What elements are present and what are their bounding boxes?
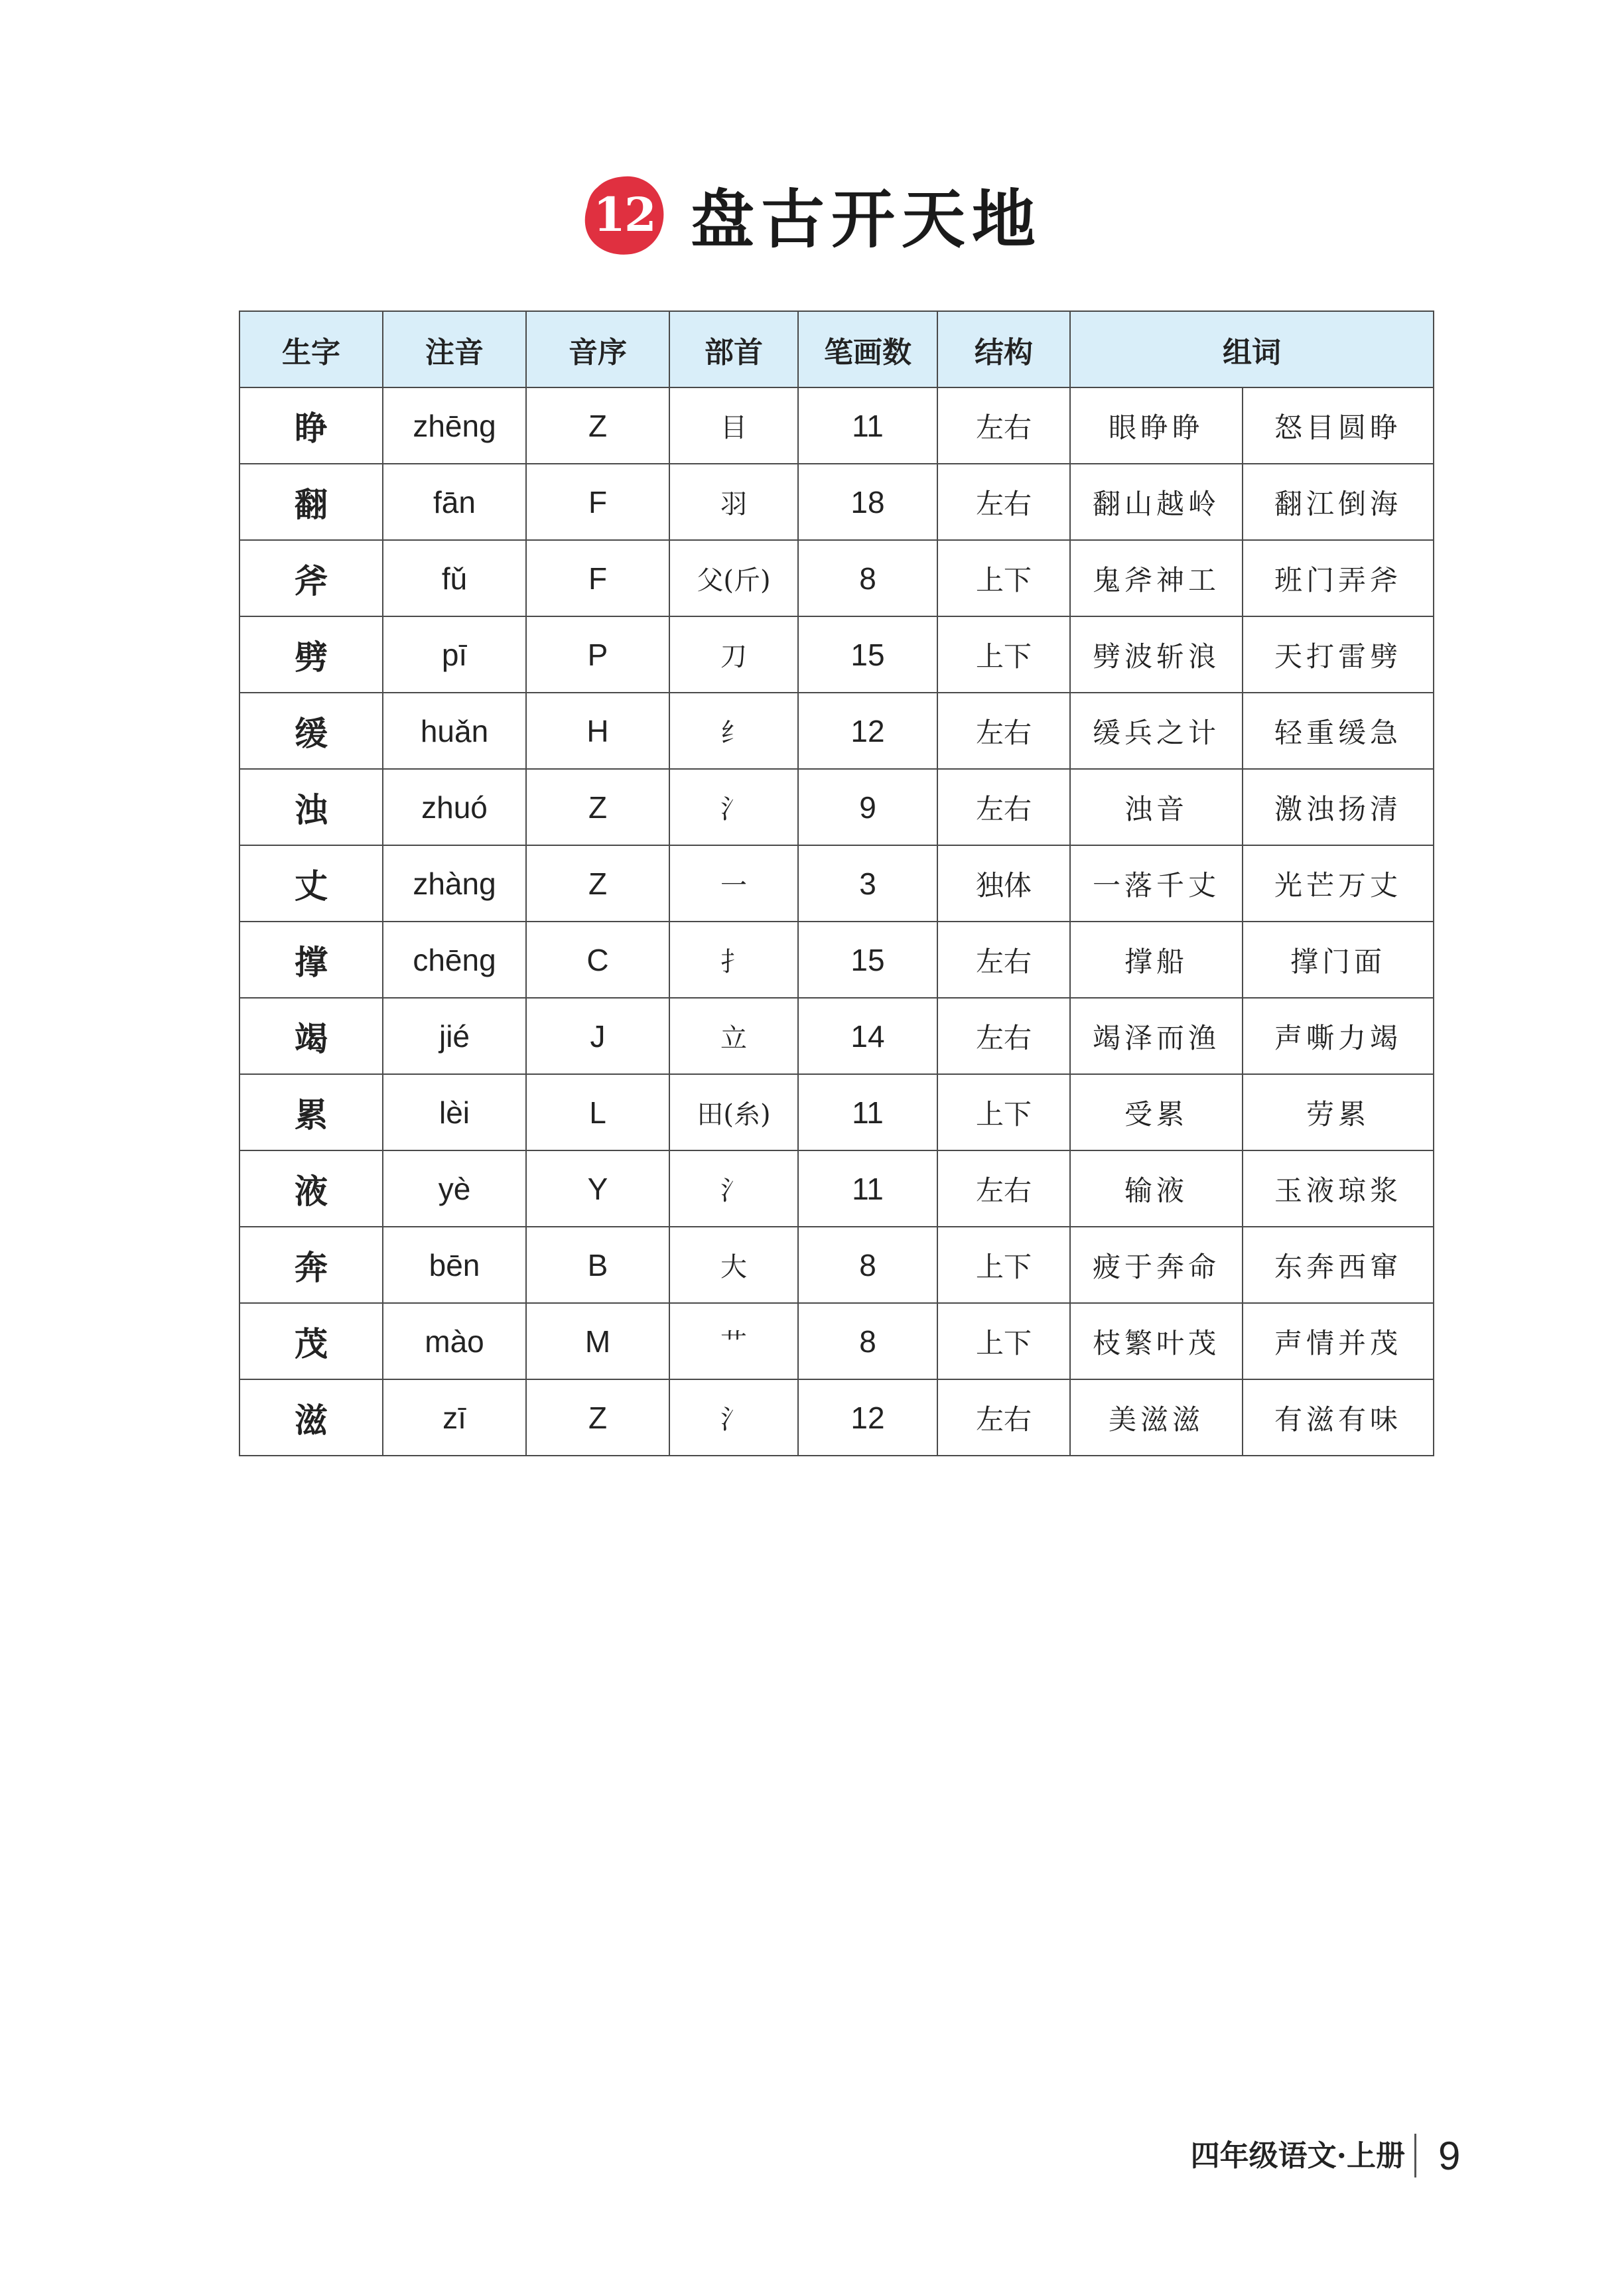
- cell-order: J: [526, 998, 669, 1074]
- cell-pinyin: pī: [383, 616, 526, 693]
- cell-order: F: [526, 540, 669, 616]
- table-row: [239, 998, 1434, 1074]
- cell-order: B: [526, 1227, 669, 1303]
- table-row: [239, 616, 1434, 693]
- cell-strokes: 15: [798, 616, 937, 693]
- cell-order: Z: [526, 387, 669, 464]
- cell-word: 东奔西窜: [1243, 1227, 1434, 1303]
- cell-structure: 左右: [937, 769, 1070, 845]
- cell-char: 斧: [239, 540, 383, 616]
- cell-strokes: 11: [798, 1074, 937, 1150]
- cell-char: 茂: [239, 1303, 383, 1379]
- table-row: [239, 769, 1434, 845]
- cell-order: Y: [526, 1150, 669, 1227]
- cell-structure: 左右: [937, 922, 1070, 998]
- cell-word: 浊音: [1070, 769, 1243, 845]
- cell-structure: 左右: [937, 693, 1070, 769]
- cell-radical: 大: [669, 1227, 798, 1303]
- cell-order: P: [526, 616, 669, 693]
- cell-pinyin: yè: [383, 1150, 526, 1227]
- cell-char: 竭: [239, 998, 383, 1074]
- cell-structure: 独体: [937, 845, 1070, 922]
- cell-word: 班门弄斧: [1243, 540, 1434, 616]
- cell-pinyin: mào: [383, 1303, 526, 1379]
- cell-word: 劈波斩浪: [1070, 616, 1243, 693]
- cell-structure: 上下: [937, 616, 1070, 693]
- cell-structure: 上下: [937, 1303, 1070, 1379]
- cell-char: 累: [239, 1074, 383, 1150]
- cell-word: 受累: [1070, 1074, 1243, 1150]
- cell-order: F: [526, 464, 669, 540]
- cell-word: 天打雷劈: [1243, 616, 1434, 693]
- table-row: [239, 540, 1434, 616]
- cell-word: 有滋有味: [1243, 1379, 1434, 1456]
- cell-strokes: 8: [798, 1303, 937, 1379]
- cell-word: 一落千丈: [1070, 845, 1243, 922]
- cell-pinyin: chēng: [383, 922, 526, 998]
- cell-radical: 艹: [669, 1303, 798, 1379]
- cell-pinyin: zhuó: [383, 769, 526, 845]
- cell-word: 鬼斧神工: [1070, 540, 1243, 616]
- cell-strokes: 14: [798, 998, 937, 1074]
- vocabulary-table: [239, 311, 1434, 1456]
- cell-strokes: 8: [798, 540, 937, 616]
- cell-word: 翻山越岭: [1070, 464, 1243, 540]
- cell-pinyin: lèi: [383, 1074, 526, 1150]
- lesson-number-badge: [582, 173, 667, 257]
- cell-pinyin: fǔ: [383, 540, 526, 616]
- cell-word: 撑船: [1070, 922, 1243, 998]
- cell-word: 疲于奔命: [1070, 1227, 1243, 1303]
- header-strokes: 笔画数: [798, 311, 937, 387]
- header-char: 生字: [239, 311, 383, 387]
- cell-pinyin: fān: [383, 464, 526, 540]
- table-row: [239, 387, 1434, 464]
- lesson-title: 盘古开天地: [691, 182, 1042, 257]
- cell-char: 滋: [239, 1379, 383, 1456]
- cell-order: Z: [526, 845, 669, 922]
- cell-word: 眼睁睁: [1070, 387, 1243, 464]
- table-row: [239, 1227, 1434, 1303]
- cell-char: 奔: [239, 1227, 383, 1303]
- table-row: [239, 1379, 1434, 1456]
- footer-divider: [1414, 2134, 1416, 2177]
- cell-strokes: 8: [798, 1227, 937, 1303]
- cell-strokes: 12: [798, 1379, 937, 1456]
- cell-radical: 田(糸): [669, 1074, 798, 1150]
- cell-order: M: [526, 1303, 669, 1379]
- cell-char: 液: [239, 1150, 383, 1227]
- cell-radical: 羽: [669, 464, 798, 540]
- cell-word: 劳累: [1243, 1074, 1434, 1150]
- cell-word: 翻江倒海: [1243, 464, 1434, 540]
- cell-word: 声嘶力竭: [1243, 998, 1434, 1074]
- cell-structure: 上下: [937, 1074, 1070, 1150]
- cell-order: C: [526, 922, 669, 998]
- cell-pinyin: huǎn: [383, 693, 526, 769]
- cell-radical: 氵: [669, 1379, 798, 1456]
- page-footer: [0, 2130, 1624, 2183]
- cell-word: 激浊扬清: [1243, 769, 1434, 845]
- cell-order: H: [526, 693, 669, 769]
- cell-word: 轻重缓急: [1243, 693, 1434, 769]
- cell-radical: 一: [669, 845, 798, 922]
- book-title: 四年级语文·上册: [1190, 2139, 1405, 2173]
- cell-order: Z: [526, 769, 669, 845]
- cell-radical: 目: [669, 387, 798, 464]
- cell-pinyin: zhēng: [383, 387, 526, 464]
- cell-order: Z: [526, 1379, 669, 1456]
- cell-char: 劈: [239, 616, 383, 693]
- cell-char: 缓: [239, 693, 383, 769]
- cell-char: 翻: [239, 464, 383, 540]
- cell-word: 光芒万丈: [1243, 845, 1434, 922]
- table-row: [239, 464, 1434, 540]
- cell-structure: 左右: [937, 998, 1070, 1074]
- cell-strokes: 11: [798, 387, 937, 464]
- cell-word: 美滋滋: [1070, 1379, 1243, 1456]
- cell-strokes: 15: [798, 922, 937, 998]
- table-row: [239, 1074, 1434, 1150]
- cell-structure: 左右: [937, 1150, 1070, 1227]
- table-header-row: [239, 311, 1434, 387]
- cell-radical: 氵: [669, 769, 798, 845]
- cell-char: 浊: [239, 769, 383, 845]
- cell-strokes: 3: [798, 845, 937, 922]
- lesson-header: [0, 169, 1624, 260]
- cell-char: 丈: [239, 845, 383, 922]
- header-words: 组词: [1070, 311, 1434, 387]
- table-row: [239, 1303, 1434, 1379]
- table-row: [239, 845, 1434, 922]
- cell-pinyin: bēn: [383, 1227, 526, 1303]
- cell-structure: 左右: [937, 464, 1070, 540]
- cell-word: 输液: [1070, 1150, 1243, 1227]
- cell-word: 怒目圆睁: [1243, 387, 1434, 464]
- cell-strokes: 18: [798, 464, 937, 540]
- cell-structure: 左右: [937, 1379, 1070, 1456]
- table-row: [239, 1150, 1434, 1227]
- cell-structure: 左右: [937, 387, 1070, 464]
- cell-radical: 刀: [669, 616, 798, 693]
- cell-strokes: 9: [798, 769, 937, 845]
- cell-structure: 上下: [937, 1227, 1070, 1303]
- cell-word: 枝繁叶茂: [1070, 1303, 1243, 1379]
- cell-structure: 上下: [937, 540, 1070, 616]
- table-body: [239, 387, 1434, 1456]
- cell-radical: 扌: [669, 922, 798, 998]
- cell-strokes: 12: [798, 693, 937, 769]
- cell-radical: 纟: [669, 693, 798, 769]
- cell-pinyin: jié: [383, 998, 526, 1074]
- cell-word: 声情并茂: [1243, 1303, 1434, 1379]
- cell-word: 撑门面: [1243, 922, 1434, 998]
- table-row: [239, 922, 1434, 998]
- cell-pinyin: zī: [383, 1379, 526, 1456]
- cell-word: 玉液琼浆: [1243, 1150, 1434, 1227]
- cell-radical: 立: [669, 998, 798, 1074]
- header-order: 音序: [526, 311, 669, 387]
- cell-word: 竭泽而渔: [1070, 998, 1243, 1074]
- cell-radical: 父(斤): [669, 540, 798, 616]
- cell-char: 睁: [239, 387, 383, 464]
- cell-pinyin: zhàng: [383, 845, 526, 922]
- header-structure: 结构: [937, 311, 1070, 387]
- cell-radical: 氵: [669, 1150, 798, 1227]
- header-pinyin: 注音: [383, 311, 526, 387]
- cell-strokes: 11: [798, 1150, 937, 1227]
- header-radical: 部首: [669, 311, 798, 387]
- cell-char: 撑: [239, 922, 383, 998]
- cell-order: L: [526, 1074, 669, 1150]
- page-number: 9: [1438, 2134, 1461, 2178]
- lesson-number: 12: [593, 187, 655, 242]
- cell-word: 缓兵之计: [1070, 693, 1243, 769]
- table-row: [239, 693, 1434, 769]
